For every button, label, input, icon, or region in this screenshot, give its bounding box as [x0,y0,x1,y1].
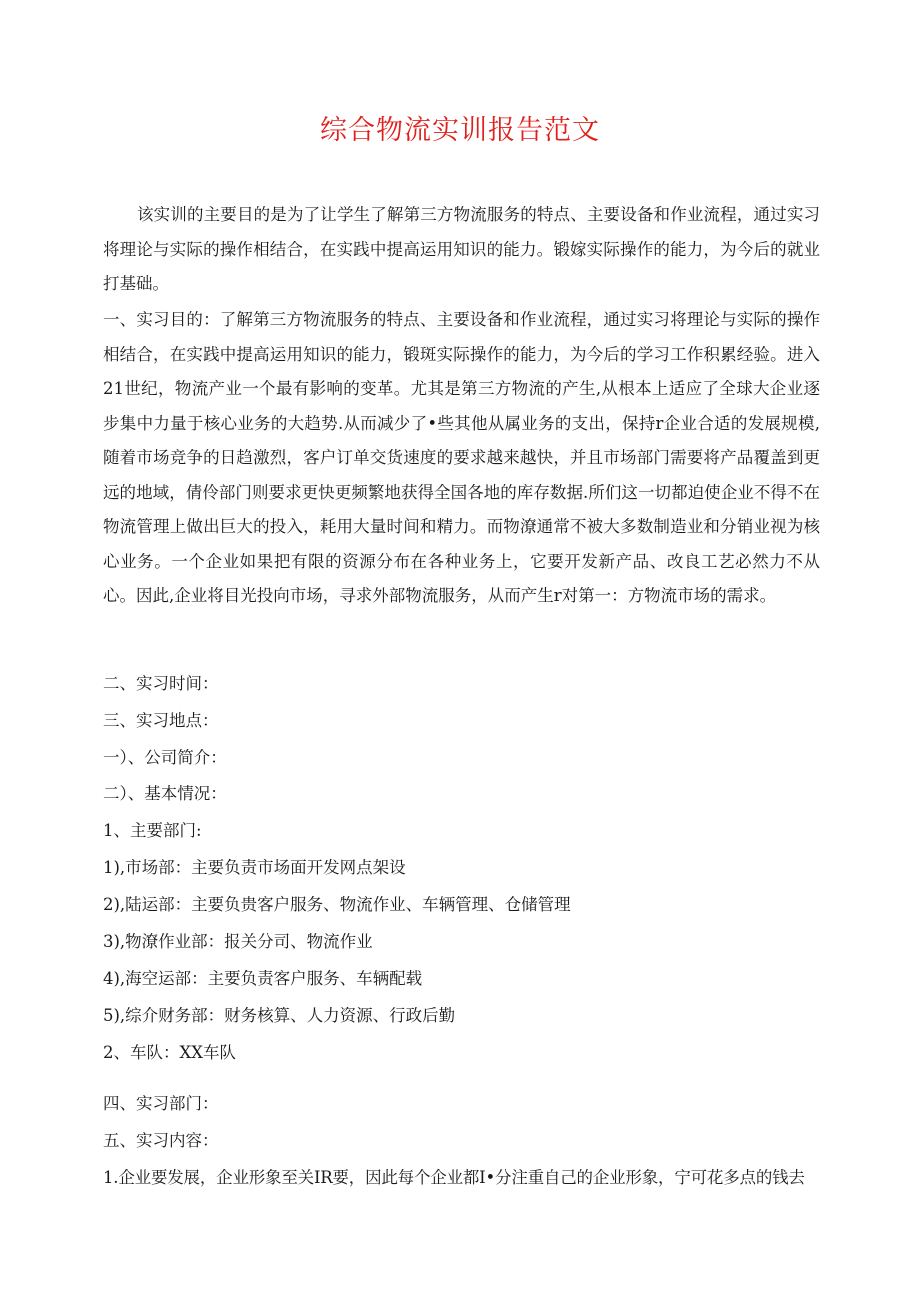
document-title: 综合物流实训报告范文 [320,115,600,146]
department-item: 4),海空运部：主要负责客户服务、车辆配载 [103,969,423,988]
department-item: 5),综介财务部：财务核算、人力资源、行政后勤 [103,1006,456,1025]
section-location-heading: 三、实习地点： [103,711,219,730]
department-item: 1),市场部：主要负责市场面开发网点架设 [103,858,406,877]
section-content-heading: 五、实习内容： [103,1131,219,1150]
intro-paragraph: 该实训的主要目的是为了让学生了解第三方物流服务的特点、主要设备和作业流程，通过实习将理论与实际的操作相结合，在实践中提高运用知识的能力。锻嫁实际操作的能力，为今后的就业打基础。 [103,205,820,293]
section-department-heading: 四、实习部门： [103,1094,219,1113]
main-departments-heading: 1、主要部门: [103,821,202,840]
section-purpose-paragraph: 一、实习目的：了解第三方物流服务的特点、主要设备和作业流程，通过实习将理论与实际的操作相结合，在实践中提高运用知识的能力，锻斑实际操作的能力，为今后的学习工作积累经验。进入21世纪，物流产业一个最有影响的变革。尤其是第三方物流的产生,从根本上适应了全球大企业逐步集中力量于核心业务的大趋势.从而减少了•些其他从属业务的支出，保持r企业合适的发展规模,随着市场竞争的日趋激烈，客户订单交货速度的要求越来越快，并且市场部门需要将产品覆盖到更远的地域，倩伶部门则要求更快更频繁地获得全国各地的库存数据.所们这一切都迫使企业不得不在物流管理上做出巨大的投入，耗用大量时间和精力。而物潦通常不被大多数制造业和分销业视为核心业务。一个企业如果把有限的资源分布在各种业务上，它要开发新产品、改良工艺必然力不从心。因此,企业将目光投向市场，寻求外部物流服务，从而产生r对第一：方物流市场的需求。 [103,310,820,605]
fleet-item: 2、车队：XX车队 [103,1043,236,1062]
content-paragraph-start: 1.企业要发展，企业形象至关IR要，因此每个企业都I•分注重自己的企业形象，宁可花多点的钱去 [103,1168,805,1187]
department-item: 2),陆运部：主要负贵客户服务、物流作业、车辆管理、仓储管理 [103,895,571,914]
company-intro-heading: 一）、公司简介： [103,748,227,767]
department-item: 3),物潦作业部：报关分司、物流作业 [103,932,373,951]
section-time-heading: 二、实习时间： [103,674,219,693]
basic-info-heading: 二）、基本情况： [103,784,227,803]
